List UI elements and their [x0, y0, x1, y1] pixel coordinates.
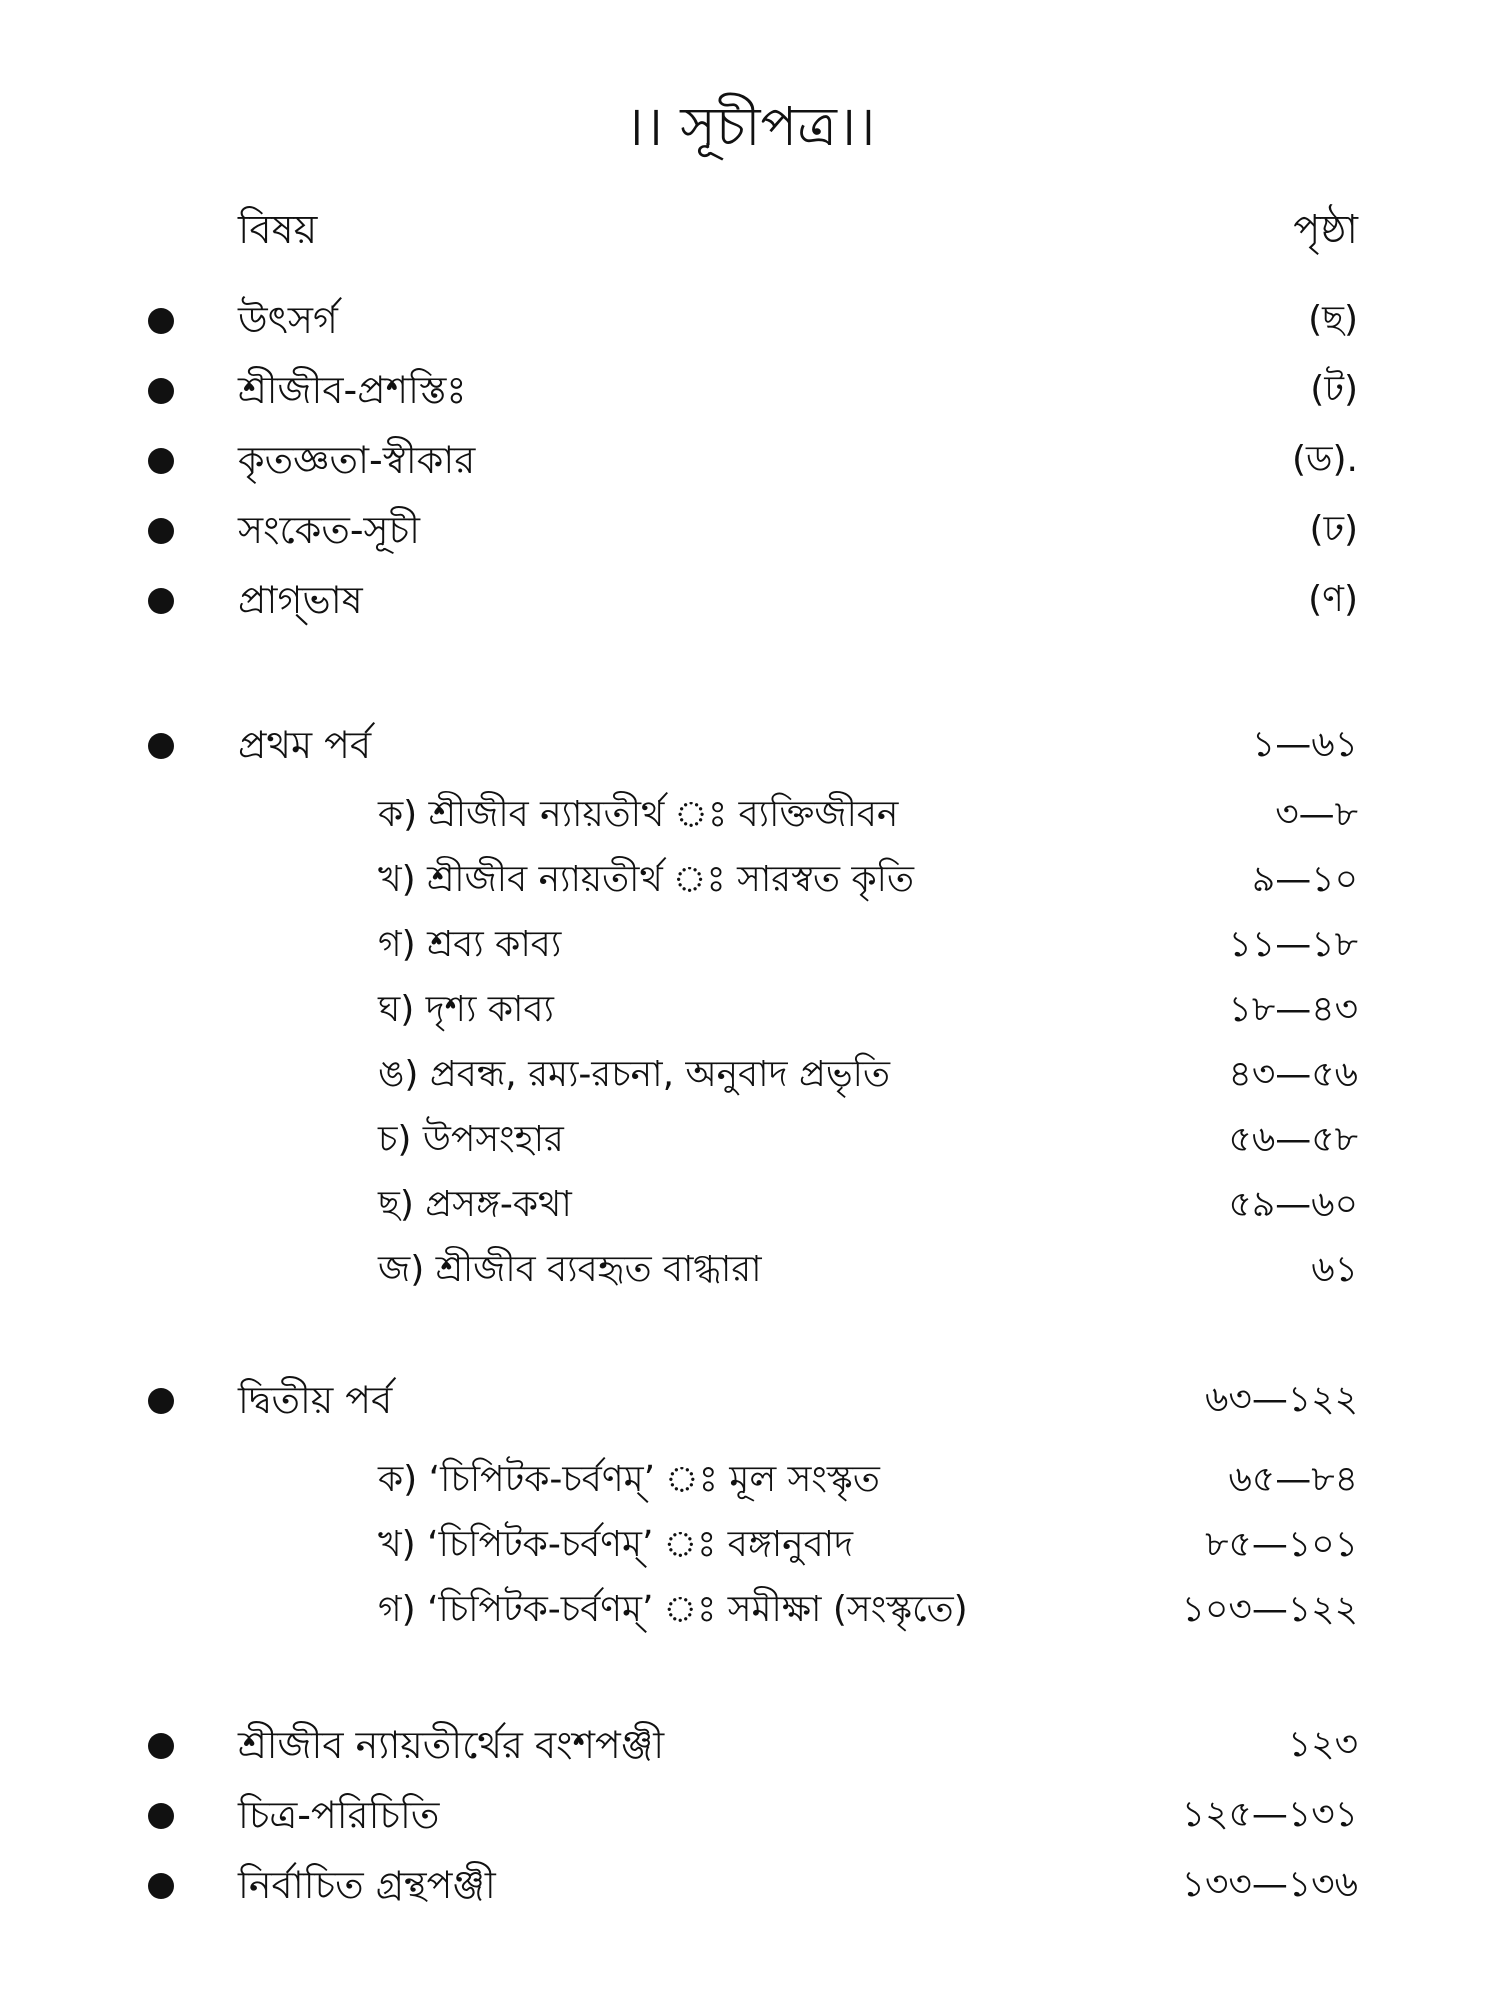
toc-subentry [0, 1045, 1500, 1105]
bullet-icon [148, 448, 174, 474]
toc-subentry [0, 1175, 1500, 1235]
toc-subentry [0, 1515, 1500, 1575]
entry-page: (ড). [1291, 439, 1358, 480]
subentry-page: ৮৫—১০১ [1205, 1524, 1358, 1565]
entry-page: ১৩৩—১৩৬ [1181, 1864, 1358, 1905]
subentry-label: চ) উপসংহার [378, 1119, 564, 1160]
subentry-label: ঘ) দৃশ্য কাব্য [378, 989, 554, 1030]
subentry-page: ১০৩—১২২ [1181, 1589, 1358, 1630]
bullet-icon [148, 1873, 174, 1899]
toc-subentry [0, 1240, 1500, 1300]
toc-entry [0, 1785, 1500, 1845]
subentry-page: ৬১ [1311, 1249, 1358, 1290]
toc-subentry [0, 1580, 1500, 1640]
bullet-icon [148, 1388, 174, 1414]
subentry-page: ১৮—৪৩ [1228, 989, 1358, 1030]
toc-entry [0, 570, 1500, 630]
entry-page: ১২৫—১৩১ [1181, 1794, 1358, 1835]
toc-entry [0, 1715, 1500, 1775]
entry-page: (ট) [1310, 369, 1358, 410]
toc-subentry [0, 980, 1500, 1040]
toc-entry [0, 290, 1500, 350]
subentry-page: ৩—৮ [1275, 794, 1358, 835]
part-label: প্রথম পর্ব [238, 723, 372, 767]
entry-page: (ণ) [1308, 579, 1358, 620]
subentry-label: ক) ‘চিপিটক-চর্বণম্’ ঃ মূল সংস্কৃত [378, 1459, 880, 1500]
entry-label: সংকেত-সূচী [238, 508, 421, 552]
bullet-icon [148, 1803, 174, 1829]
subentry-label: ঙ) প্রবন্ধ, রম্য-রচনা, অনুবাদ প্রভৃতি [378, 1054, 890, 1095]
bullet-icon [148, 588, 174, 614]
part2-heading [0, 1370, 1500, 1430]
toc-entry [0, 1855, 1500, 1915]
toc-subentry [0, 1110, 1500, 1170]
entry-page: (ছ) [1308, 299, 1358, 340]
bullet-icon [148, 733, 174, 759]
entry-label: প্রাগ্ভাষ [238, 578, 363, 622]
toc-subentry [0, 915, 1500, 975]
entry-label: কৃতজ্ঞতা-স্বীকার [238, 438, 476, 482]
subentry-label: জ) শ্রীজীব ব্যবহৃত বাগ্ধারা [378, 1249, 762, 1290]
subentry-page: ৫৬—৫৮ [1228, 1119, 1358, 1160]
subentry-label: গ) ‘চিপিটক-চর্বণম্’ ঃ সমীক্ষা (সংস্কৃতে) [378, 1589, 968, 1630]
entry-label: চিত্র-পরিচিতি [238, 1793, 440, 1837]
toc-entry [0, 360, 1500, 420]
part-page: ৬৩—১২২ [1205, 1379, 1358, 1420]
page-header: পৃষ্ঠা [1293, 207, 1358, 253]
part-label: দ্বিতীয় পর্ব [238, 1378, 393, 1422]
subentry-page: ৫৯—৬০ [1228, 1184, 1358, 1225]
bullet-icon [148, 1733, 174, 1759]
subentry-page: ৬৫—৮৪ [1228, 1459, 1358, 1500]
toc-subentry [0, 850, 1500, 910]
entry-label: শ্রীজীব ন্যায়তীর্থের বংশপঞ্জী [238, 1723, 665, 1767]
bullet-icon [148, 308, 174, 334]
entry-label: শ্রীজীব-প্রশস্তিঃ [238, 368, 467, 412]
subentry-page: ৯—১০ [1251, 859, 1358, 900]
toc-subentry [0, 785, 1500, 845]
entry-page: (ঢ) [1309, 509, 1358, 550]
subentry-label: ছ) প্রসঙ্গ-কথা [378, 1184, 572, 1225]
subentry-label: গ) শ্রব্য কাব্য [378, 924, 562, 965]
subentry-label: ক) শ্রীজীব ন্যায়তীর্থ ঃ ব্যক্তিজীবন [378, 794, 899, 835]
subentry-label: খ) ‘চিপিটক-চর্বণম্’ ঃ বঙ্গানুবাদ [378, 1524, 854, 1565]
part1-heading [0, 715, 1500, 775]
subentry-label: খ) শ্রীজীব ন্যায়তীর্থ ঃ সারস্বত কৃতি [378, 859, 914, 900]
toc-entry [0, 500, 1500, 560]
bullet-icon [148, 378, 174, 404]
subentry-page: ৪৩—৫৬ [1228, 1054, 1358, 1095]
toc-subentry [0, 1450, 1500, 1510]
entry-page: ১২৩ [1287, 1724, 1358, 1765]
page-title: ।। সূচীপত্র।। [624, 95, 876, 158]
entry-label: উৎসর্গ [238, 298, 338, 342]
column-header [0, 195, 1500, 265]
part-page: ১—৬১ [1251, 724, 1358, 765]
subject-header: বিষয় [238, 207, 318, 253]
bullet-icon [148, 518, 174, 544]
toc-entry [0, 430, 1500, 490]
entry-label: নির্বাচিত গ্রন্থপঞ্জী [238, 1863, 496, 1907]
subentry-page: ১১—১৮ [1228, 924, 1358, 965]
